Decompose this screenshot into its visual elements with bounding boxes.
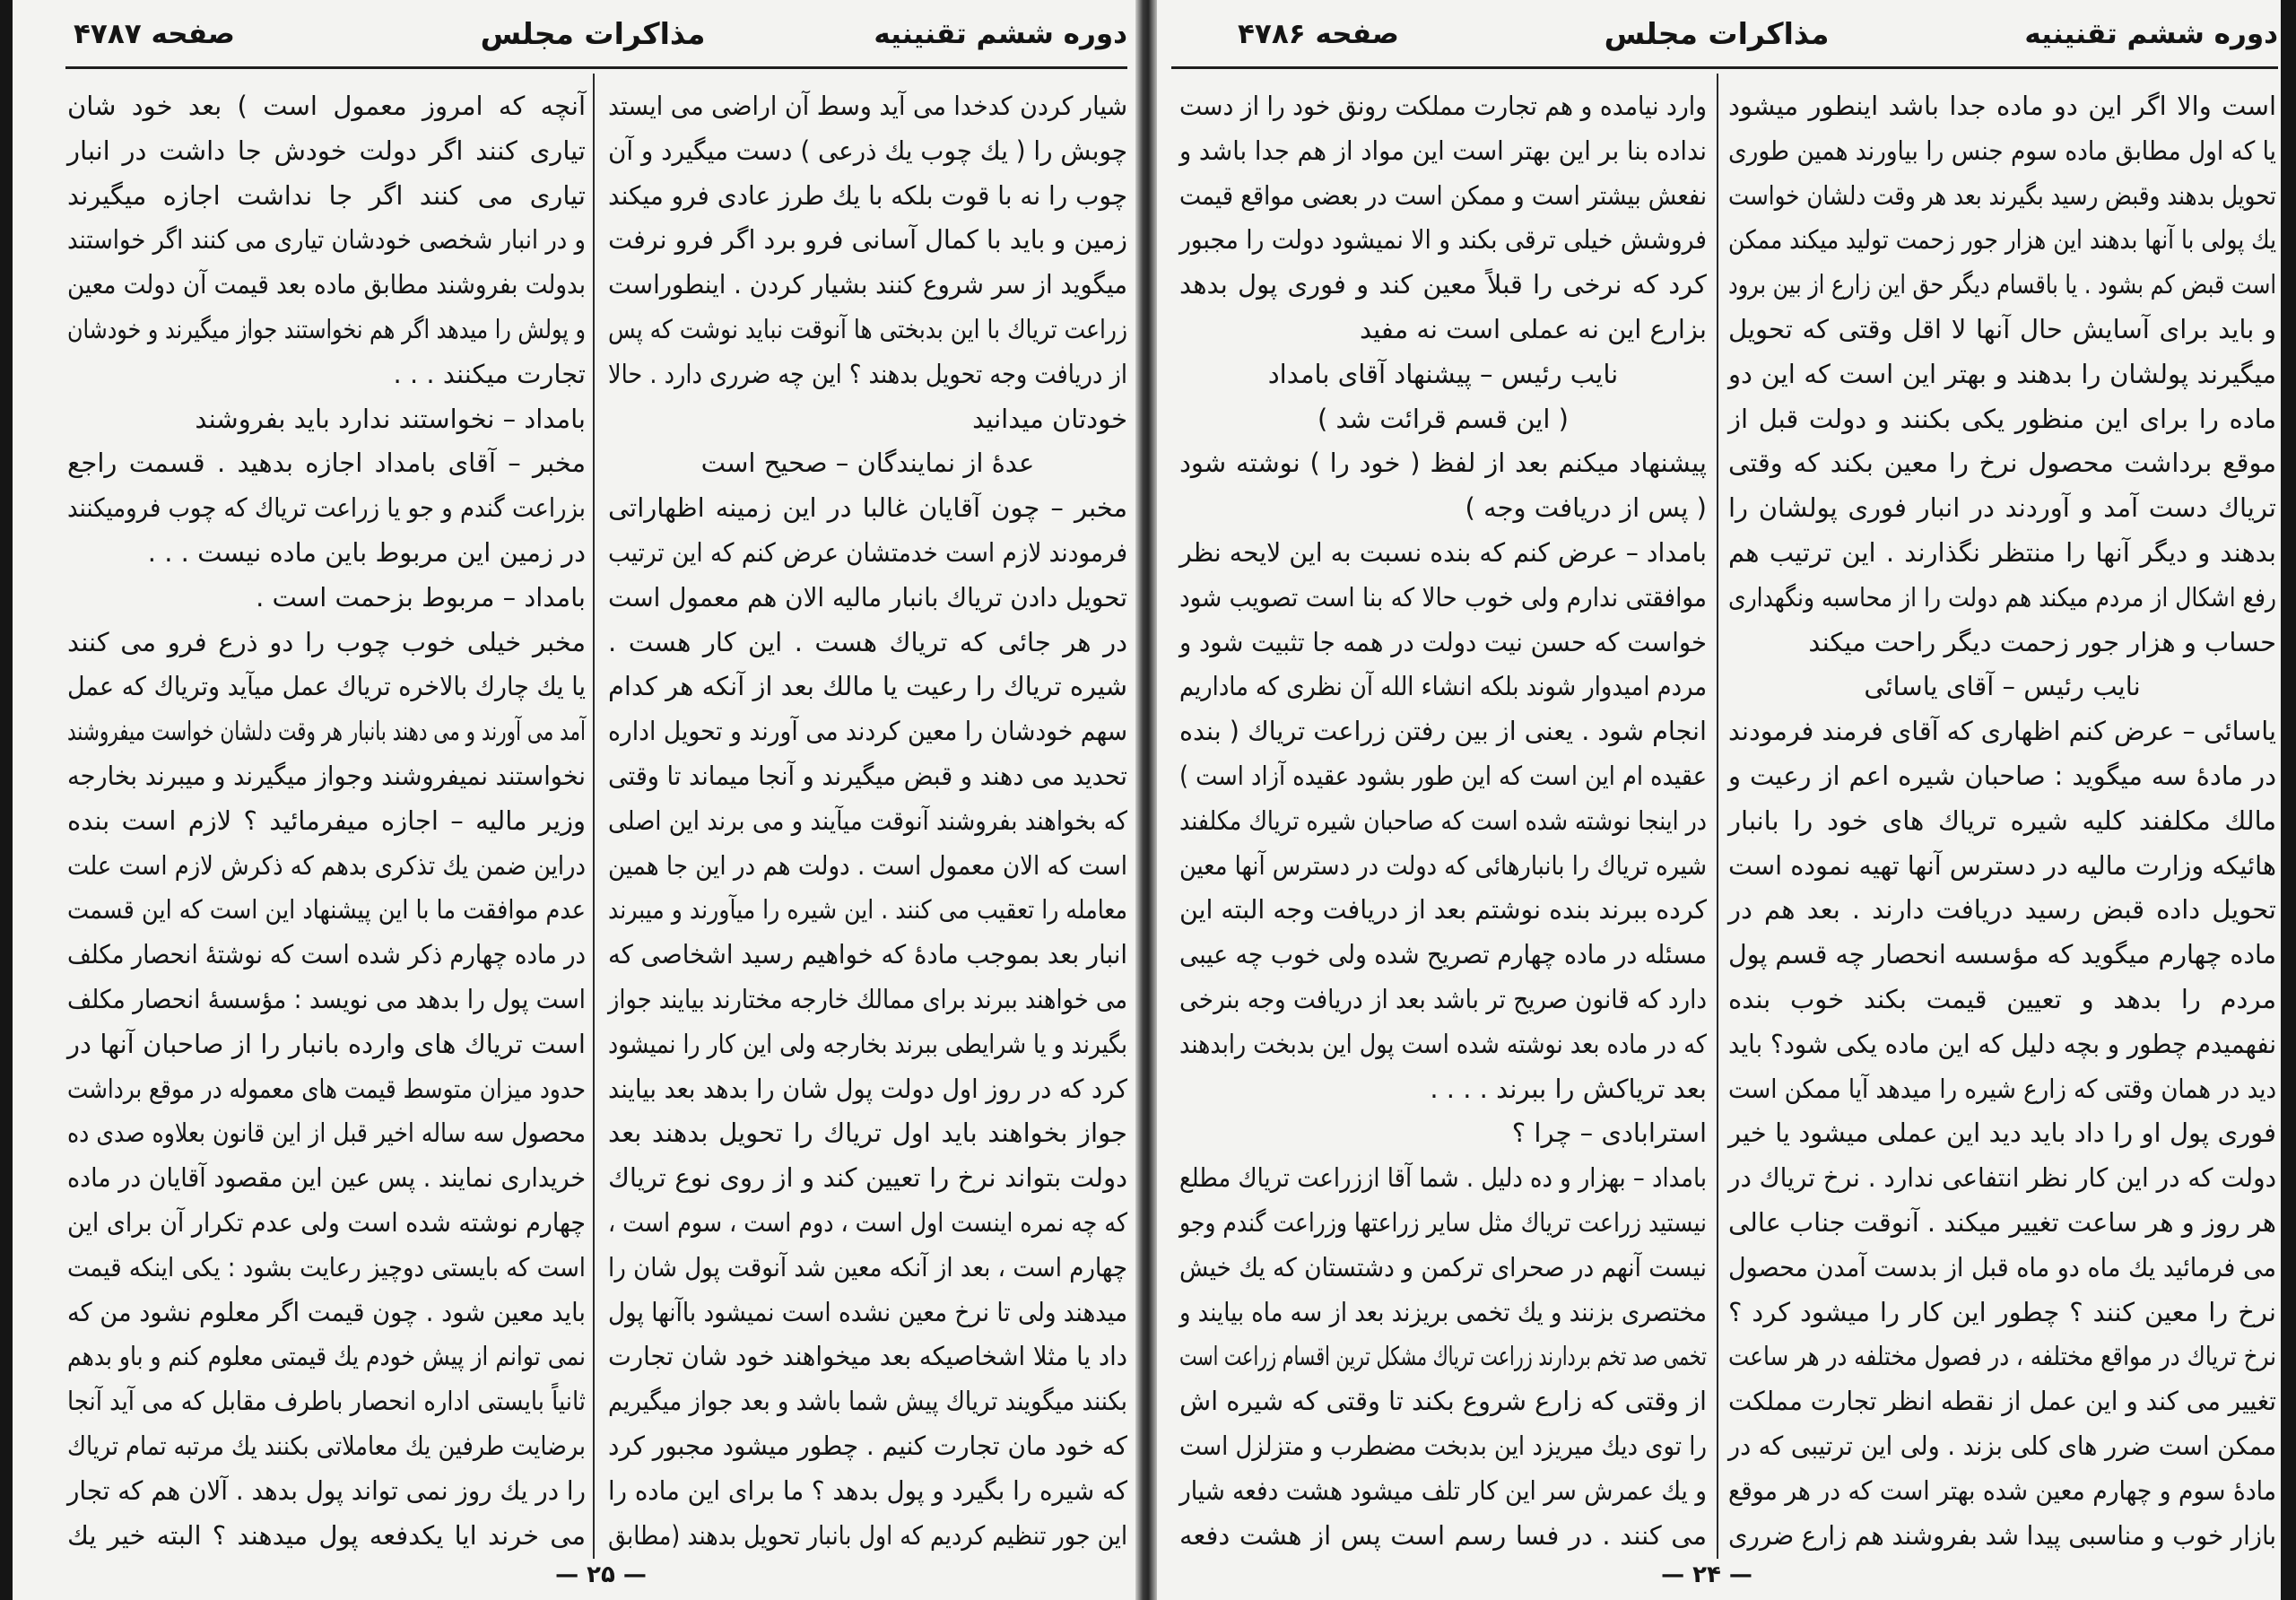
speech-paragraph (67, 799, 586, 1559)
text-line: تریاك دست آمد و آوردند در انبار فوری پولشان را (1728, 492, 2276, 524)
text-line: خودتان میدانید (972, 403, 1127, 434)
speech-paragraph (1179, 1111, 1707, 1156)
text-line: وارد نیامده و هم تجارت مملکت رونق خود را از دست (1179, 91, 1707, 121)
text-line: وزیر مالیه – اجازه میفرمائید ؟ لازم است بنده (67, 804, 586, 836)
text-line: شیره تریاك را رعیت یا مالك بعد از آنکه هر کدام (608, 671, 1127, 702)
text-line: داد یا مثلا اشخاصیکه بعد میخواهند خود شان تجارت (608, 1341, 1127, 1372)
text-line: میدهند ولی تا نرخ معین نشده است نمیشود باآنها پول (608, 1296, 1127, 1327)
text-line: کرده ببرند بنده نوشتم بعد از دریافت وجه البته این (1179, 894, 1707, 926)
header-title: مذاکرات مجلس (480, 16, 706, 51)
text-line: که خود مان تجارت کنیم . چطور میشود مجبور کرد (608, 1430, 1127, 1461)
text-line: مردم را بدهد و تعیین قیمت بکند خوب بنده (1728, 983, 2276, 1014)
text-line: تحویل بدهند وقبض رسید بگیرند بعد هر وقت دلشان خواست (1728, 179, 2276, 211)
text-line: فرمودند لازم است خدمتشان عرض کنم که این ترتیب (608, 536, 1127, 568)
text-line: نیستید زراعت تریاك مثل سایر زراعتها وزراعت گندم وجو (1179, 1206, 1707, 1238)
text-line: مختصری بزنند و یك تخمی بریزند بعد از سه ماه بیایند و (1179, 1296, 1707, 1327)
text-line: یا یك چارك بالاخره تریاك عمل میآید وتریاك که عمل (67, 671, 587, 702)
text-line: تحویل دادن تریاك بانبار مالیه الان هم معمول است (608, 581, 1127, 613)
text-line: بدولت بفروشند مطابق ماده بعد قیمت آن دولت معین (67, 269, 586, 300)
text-line: موقع برداشت محصول نرخ را معین بکند که وقتی (1728, 448, 2276, 479)
text-line: را در یك روز نمی تواند پول بدهد . آلان هم که تجار (67, 1474, 586, 1506)
text-line: دید در همان وقتی که زارع شیره را میدهد آیا ممکن است (1728, 1073, 2276, 1104)
page-footer-number: — ۲۴ — (1661, 1561, 1752, 1588)
text-line: برضایت طرفین یك معاملاتی بکنند یك مرتبه تمام تریاك (67, 1430, 587, 1461)
text-line: باید معین شود . چون قیمت اگر معلوم نشود من که (66, 1296, 586, 1327)
speech-paragraph (1179, 531, 1707, 1111)
text-line: هر روز و هر ساعت تغییر میکند . آنوقت جناب عالی (1728, 1206, 2276, 1238)
speaker-heading: ( این قسم قرائت شد ) (1318, 403, 1569, 434)
text-line: دولت بتواند نرخ را تعیین کند و از روی نوع تریاك (608, 1162, 1127, 1194)
column-left (67, 84, 586, 1558)
text-line: تجارت میکنند . . . (393, 358, 586, 389)
text-line: میگیرند پولشان را بدهند و بهتر این است که این دو (1728, 358, 2276, 389)
book-gutter (1135, 0, 1157, 1600)
text-line: ثانیاً بایستی اداره انحصار باطرف مقابل که می آید آنجا (67, 1386, 586, 1417)
text-line: است که الان معمول است . دولت هم در این جا همین (608, 849, 1127, 881)
text-line: کرد که نرخی را قبلاً معین کند و فوری پول بدهد (1179, 269, 1707, 300)
speech-paragraph (1179, 1156, 1707, 1558)
text-line: تحدید می دهند و قبض میگیرند و آنجا میماند تا وقتی (608, 760, 1127, 791)
speech-paragraph (67, 441, 586, 575)
speaker-heading: نایب رئیس – آقای یاسائی (1864, 671, 2141, 702)
text-line: دولت که در این کار نظر انتفاعی ندارد . نرخ تریاك در (1728, 1162, 2276, 1194)
speech-paragraph (1728, 84, 2276, 665)
text-line: یا که اول مطابق ماده سوم جنس را بیاورند همین طوری (1728, 135, 2276, 166)
text-line: خواست که حسن نیت دولت در همه جا تثبیت شود و (1179, 626, 1707, 657)
text-line: فروشش خیلی ترقی بکند و الا نمیشود دولت را مجبور (1179, 224, 1707, 256)
text-line: بکنند میگویند تریاك پیش شما باشد و بعد جواز میگیریم (607, 1386, 1127, 1417)
text-line: مالك مکلفند کلیه شیره تریاك های خود را بانبار (1728, 804, 2276, 836)
header-session: دوره ششم تقنینیه (874, 18, 1127, 50)
column-left (1179, 84, 1707, 1558)
header-session: دوره ششم تقنینیه (2024, 18, 2278, 50)
text-line: مخبر – چون آقایان غالبا در این زمینه اظهاراتی (608, 492, 1127, 524)
text-line: نرخ را معین کنند ؟ چطور این کار را میشود کرد ؟ (1728, 1296, 2276, 1327)
text-line: آنچه که امروز معمول است ) بعد خود شان (67, 91, 586, 121)
text-line: مسئله در ماده چهارم تصریح شده ولی خوب چه عیبی (1179, 939, 1707, 970)
text-line: بزارع این نه عملی است نه مفید (1359, 313, 1707, 344)
text-line: تخمی صد تخم بردارند زراعت تریاك مشکل ترین اقسام زراعت است (1179, 1341, 1707, 1372)
text-line: که در ماده بعد نوشته شده است پول این بدبخت رابدهند (1179, 1028, 1707, 1059)
text-line: نفهمیدم چطور و بچه دلیل که این ماده یکی شود؟ باید (1728, 1028, 2276, 1059)
text-line: که چه نمره اینست اول است ، دوم است ، سوم است ، (608, 1206, 1127, 1238)
text-line: زمین و باید با کمال آسانی فرو برد اگر فرو نرفت (608, 224, 1127, 256)
text-line: از دریافت وجه تحویل بدهند ؟ این چه ضرری دارد . حالا (608, 358, 1127, 389)
text-line: معامله را تعقیب می کنند . این شیره را میآورند و میبرند (608, 894, 1127, 926)
text-line: پیشنهاد میکنم بعد از لفظ ( خود را ) نوشته شود (1179, 448, 1707, 479)
text-line: دارد که قانون صریح تر باشد بعد از دریافت وجه بنرخی (1179, 983, 1707, 1014)
text-line: رفع اشکال از مردم میکند هم دولت را از محاسبه ونگهداری (1728, 581, 2276, 613)
text-line: نخواستند نمیفروشند وجواز میگیرند و میبرند بخارجه (66, 760, 586, 791)
page-footer-number: — ۲۵ — (555, 1561, 647, 1588)
text-line: را توی دیك میریزد این بدبخت مضطرب و متزلزل است (1179, 1430, 1707, 1461)
speech-paragraph (1179, 441, 1707, 531)
speech-paragraph (608, 486, 1127, 1558)
text-line: و یك عمرش سر این کار تلف میشود هشت دفعه شیار (1179, 1474, 1707, 1506)
text-line: بعد تریاکش را ببرند . . . . (1430, 1073, 1707, 1104)
text-line: جواز بخواهند باید اول تریاك را تحویل بدهند بعد (608, 1117, 1127, 1149)
text-line: زراعت تریاك با این بدبختی ها آنوقت نباید نوشت که پس (608, 313, 1127, 344)
text-line: چهارم است ، بعد از آنکه معین شد آنوقت پول شان را (608, 1251, 1127, 1283)
text-line: بامداد – بهزار و ده دلیل . شما آقا اززراعت تریاك مطلع (1179, 1162, 1707, 1194)
speech-paragraph (1728, 709, 2276, 1558)
text-line: بگیرند و یا شرایطی ببرند بخارجه ولی این کار را نمیشود (608, 1028, 1127, 1059)
text-line: موافقتی ندارم ولی خوب حالا که بنا است تصویب شود (1179, 581, 1707, 613)
speech-paragraph (67, 621, 586, 799)
text-line: در اینجا نوشته شده است که صاحبان شیره تریاك مکلفند (1179, 804, 1707, 836)
text-line: چوبش را ( یك چوب یك ذرعی ) دست میگیرد و آن (608, 135, 1127, 166)
text-line: مردم امیدوار شوند بلکه انشاء الله آن نظری که ماداریم (1179, 671, 1707, 702)
text-line: دراین ضمن یك تذکری بدهم که ذکرش لازم است علت (67, 849, 587, 881)
text-line: این جور تنظیم کردیم که اول بانبار تحویل بدهند (مطابق (608, 1519, 1127, 1551)
page-right (1157, 0, 2281, 1600)
header-page-number: صفحه ۴۷۸۶ (1238, 18, 1399, 50)
header-rule (1171, 66, 2278, 69)
text-line: سهم خودشان را معین کردند می آورند و تحویل اداره (608, 716, 1127, 747)
column-divider (1717, 74, 1718, 1559)
text-line: چهارم نوشته شده است ولی عدم تکرار آن برای این (66, 1206, 586, 1238)
text-line: ( پس از دریافت وجه ) (1465, 492, 1707, 524)
page-left (13, 0, 1135, 1600)
text-line: میگوید از سر شروع کنند بشیار کردن . اینطوراست (608, 269, 1127, 300)
text-line: می فرمائید یك ماه دو ماه قبل از بدست آمدن محصول (1728, 1251, 2276, 1283)
text-line: چوب را نه با قوت بلکه با یك طرز عادی فرو میکند (608, 179, 1127, 211)
text-line: تیاری می کنند اگر جا نداشت اجازه میگیرند (67, 179, 586, 211)
text-line: شیار کردن کدخدا می آید وسط آن اراضی می ایستد (608, 91, 1127, 121)
text-line: انبار بعد بموجب مادهٔ که خواهیم رسید اشخاصی که (608, 939, 1127, 970)
text-line: که بخواهند بفروشند آنوقت میآیند و می برند این اصلی (608, 804, 1127, 836)
text-line: و پولش را میدهد اگر هم نخواستند جواز میگیرند و خودشان (66, 313, 586, 344)
text-line: کرد که در روز اول دولت پول شان را بدهد بعد بیایند (608, 1073, 1127, 1104)
text-line: انجام شود . یعنی از بین رفتن زراعت تریاك ( بنده (1179, 716, 1707, 747)
text-line: هائیکه وزارت مالیه در دسترس آنها تهیه نموده است (1728, 849, 2276, 881)
speech-paragraph (67, 576, 586, 621)
text-line: است قبض کم بشود . یا باقسام دیگر حق این زارع از بین برود (1728, 269, 2276, 300)
column-right (1728, 84, 2276, 1558)
speech-paragraph (67, 397, 586, 442)
text-line: آمد می آورند و می دهند بانبار هر وقت دلشان خواست میفروشند (67, 716, 586, 747)
speech-paragraph (1179, 84, 1707, 352)
text-line: فوری پول او را داد باید دید این عملی میشود یا خیر (1728, 1117, 2276, 1149)
text-line: نداده بنا بر این بهتر است این مواد از هم جدا باشد و (1179, 135, 1707, 166)
text-line: است والا اگر این دو ماده جدا باشد اینطور میشود (1728, 91, 2276, 121)
text-line: یك پولی با آنها بدهند این هزار جور زحمت تولید میکند ممکن (1728, 224, 2276, 256)
text-line: شیره تریاك را بانبارهائی که دولت در دسترس آنها معین (1179, 849, 1707, 881)
speaker-heading: عدهٔ از نمایندگان – صحیح است (700, 448, 1035, 479)
text-line: تغییر می کند و این عمل از نقطه انظر تجارت مملکت (1728, 1386, 2276, 1417)
text-line: نیست آنهم در صحرای ترکمن و دشتستان که یك خیش (1179, 1251, 1707, 1283)
header-rule (65, 66, 1127, 69)
text-line: می خواهند ببرند برای ممالك خارجه مختارند بیایند جواز (608, 983, 1127, 1014)
header-title: مذاکرات مجلس (1604, 16, 1830, 51)
text-line: یاسائی – عرض کنم اظهاری که آقای فرمند فرمودند (1728, 716, 2276, 747)
speech-paragraph (67, 84, 586, 397)
speech-paragraph (608, 84, 1127, 441)
text-line: تحویل داده قبض رسید دریافت دارند . بعد هم در (1728, 894, 2276, 926)
column-right (608, 84, 1127, 1558)
text-line: که شیره را بگیرد و پول بدهد ؟ ما برای این ماده را (608, 1474, 1127, 1506)
text-line: و باید برای آسایش حال آنها لا اقل وقتی که تحویل (1728, 313, 2276, 344)
text-line: حدود میزان متوسط قیمت های معموله در موقع برداشت (66, 1073, 586, 1104)
text-line: نرخ تریاك در مواقع مختلفه ، در فصول مختلفه در هر ساعت (1728, 1341, 2276, 1372)
text-line: بامداد – نخواستند ندارد باید بفروشند (195, 403, 586, 434)
text-line: می خرند ایا یکدفعه پول میدهند ؟ البته خیر یك (67, 1519, 586, 1551)
text-line: و در انبار شخصی خودشان تیاری می کنند اگر خواستند (67, 224, 587, 256)
text-line: در هر جائی که تریاك هست . این کار هست . (608, 626, 1127, 657)
text-line: نمی توانم از پیش خودم یك قیمتی معلوم کنم و باو بدهم (66, 1341, 586, 1372)
speaker-heading: نایب رئیس – پیشنهاد آقای بامداد (1267, 358, 1619, 389)
text-line: در مادهٔ سه میگوید : صاحبان شیره اعم از رعیت و (1728, 760, 2276, 791)
text-line: است پول را بدهد می نویسد : مؤسسهٔ انحصار مکلف (67, 983, 586, 1014)
text-line: محصول سه ساله اخیر قبل از این قانون بعلاوه صدی ده (66, 1117, 586, 1149)
text-line: نفعش بیشتر است و ممکن است در بعضی مواقع قیمت (1179, 179, 1707, 211)
text-line: بامداد – مربوط بزحمت است . (256, 581, 586, 613)
text-line: مادهٔ سوم و چهارم معین شده بهتر است که در هر موقع (1728, 1474, 2276, 1506)
text-line: عقیده ام این است که این طور بشود عقیده آزاد است ) (1179, 760, 1707, 791)
text-line: بازار خوب و مناسبی پیدا شد بفروشند هم زارع ضرری (1728, 1519, 2276, 1551)
text-line: عدم موافقت ما با این پیشنهاد این است که این قسمت (66, 894, 586, 926)
text-line: مخبر – آقای بامداد اجازه بدهید . قسمت راجع (67, 448, 586, 479)
text-line: در ماده چهارم ذکر شده است که نوشتهٔ انحصار مکلف (67, 939, 587, 970)
text-line: حساب و هزار جور زحمت دیگر راحت میکند (1808, 626, 2276, 657)
page-header (1171, 11, 2278, 57)
text-line: ماده را برای این منظور یکی بکنند و دولت قبل از (1728, 403, 2276, 434)
text-line: خریداری نمایند . پس عین این مقصود آقایان در ماده (66, 1162, 586, 1194)
column-divider (593, 74, 595, 1559)
text-line: می کنند . در فسا رسم است پس از هشت دفعه (1179, 1519, 1707, 1551)
text-line: استرابادی – چرا ؟ (1511, 1117, 1707, 1149)
text-line: بامداد – عرض کنم که بنده نسبت به این لایحه نظر (1179, 536, 1707, 568)
text-line: از وقتی که زارع شروع بکند تا وقتی که شیره اش (1179, 1386, 1707, 1417)
text-line: ممکن است ضرر های کلی بزند . ولی این ترتیبی که در (1728, 1430, 2276, 1461)
text-line: است که بایستی دوچیز رعایت بشود : یکی اینکه قیمت (67, 1251, 587, 1283)
header-page-number: صفحه ۴۷۸۷ (74, 18, 235, 50)
text-line: است تریاك های وارده بانبار را از صاحبان آنها در (67, 1028, 586, 1059)
text-line: ماده چهارم میگوید که مؤسسه انحصار چه قسم پول (1728, 939, 2276, 970)
text-line: تیاری کنند اگر دولت خودش جا داشت در انبار (67, 135, 586, 166)
text-line: مخبر خیلی خوب چوب را دو ذرع فرو می کنند (67, 626, 586, 657)
text-line: بزراعت گندم و جو یا زراعت تریاك که چوب فرومیکنند (66, 492, 586, 524)
text-line: در زمین این مربوط باین ماده نیست . . . (147, 536, 586, 568)
text-line: بدهند و دیگر آنها را منتظر نگذارند . این ترتیب هم (1728, 536, 2276, 568)
page-header (65, 11, 1127, 57)
